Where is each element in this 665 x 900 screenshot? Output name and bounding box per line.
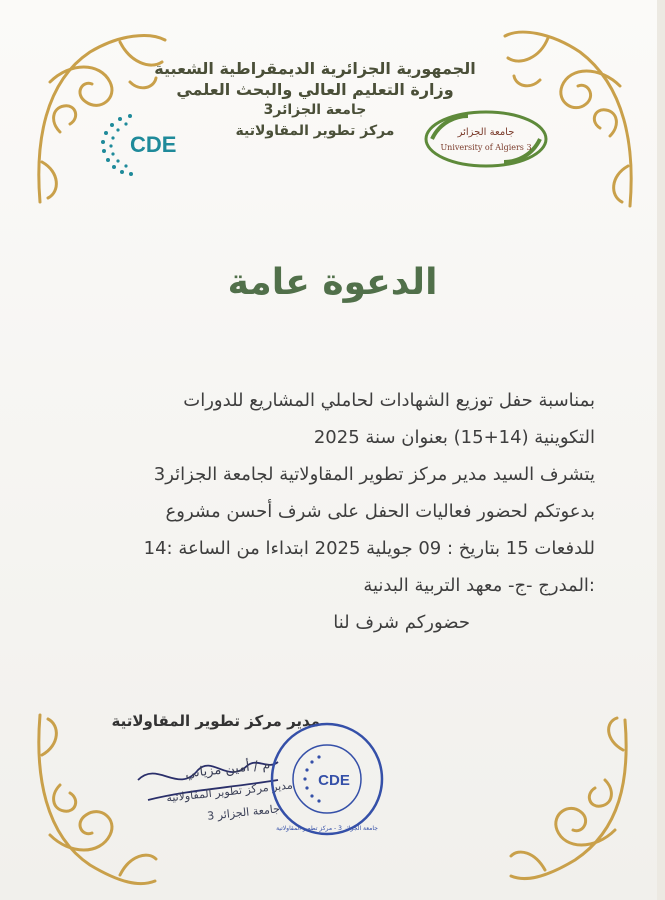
invitation-title: الدعوة عامة xyxy=(227,262,438,303)
body-line-invite: بدعوتكم لحضور فعاليات الحفل على شرف أحسن مشروع xyxy=(165,501,595,522)
corner-ornament-bottom-right xyxy=(505,710,635,890)
stamp-ring-text: جامعة الجزائر 3 - مركز تطوير المقاولاتية xyxy=(276,825,378,832)
body-line-occasion: بمناسبة حفل توزيع الشهادات لحاملي المشاريع للدورات xyxy=(183,390,595,411)
signatory-name: م / أمين مزياني xyxy=(184,757,271,782)
header-center: مركز تطوير المقاولاتية xyxy=(235,123,395,139)
body-line-host: يتشرف السيد مدير مركز تطوير المقاولاتية لجامعة الجزائر3 xyxy=(153,464,595,485)
invitation-body xyxy=(65,382,595,641)
cde-logo xyxy=(96,108,196,180)
header-university: جامعة الجزائر3 xyxy=(263,102,367,118)
stamp-center-text: CDE xyxy=(318,772,350,789)
university-logo xyxy=(422,108,550,170)
university-logo-en: University of Algiers 3 xyxy=(440,143,532,152)
university-logo-ar: جامعة الجزائر xyxy=(457,127,515,138)
cde-dots-icon xyxy=(101,114,133,176)
signatory-title: مدير مركز تطوير المقاولاتية xyxy=(111,712,320,730)
official-stamp xyxy=(268,720,386,838)
body-line-sessions: التكوينية (14+15) بعنوان سنة 2025 xyxy=(313,427,595,448)
signatory-university: جامعة الجزائر 3 xyxy=(206,802,281,823)
header-ministry: وزارة التعليم العالي والبحث العلمي xyxy=(176,80,454,99)
page-edge xyxy=(657,0,665,900)
signatory-role: مدير مركز تطوير المقاولاتية xyxy=(165,778,294,805)
header-republic: الجمهورية الجزائرية الديمقراطية الشعبية xyxy=(154,59,476,78)
body-line-closing: حضوركم شرف لنا xyxy=(333,612,470,633)
body-line-venue: :المدرج -ج- معهد التربية البدنية xyxy=(363,575,595,596)
body-line-date: للدفعات 15 بتاريخ : 09 جويلية 2025 ابتداءا من الساعة :14 xyxy=(143,538,595,559)
cde-logo-text: CDE xyxy=(130,132,177,157)
